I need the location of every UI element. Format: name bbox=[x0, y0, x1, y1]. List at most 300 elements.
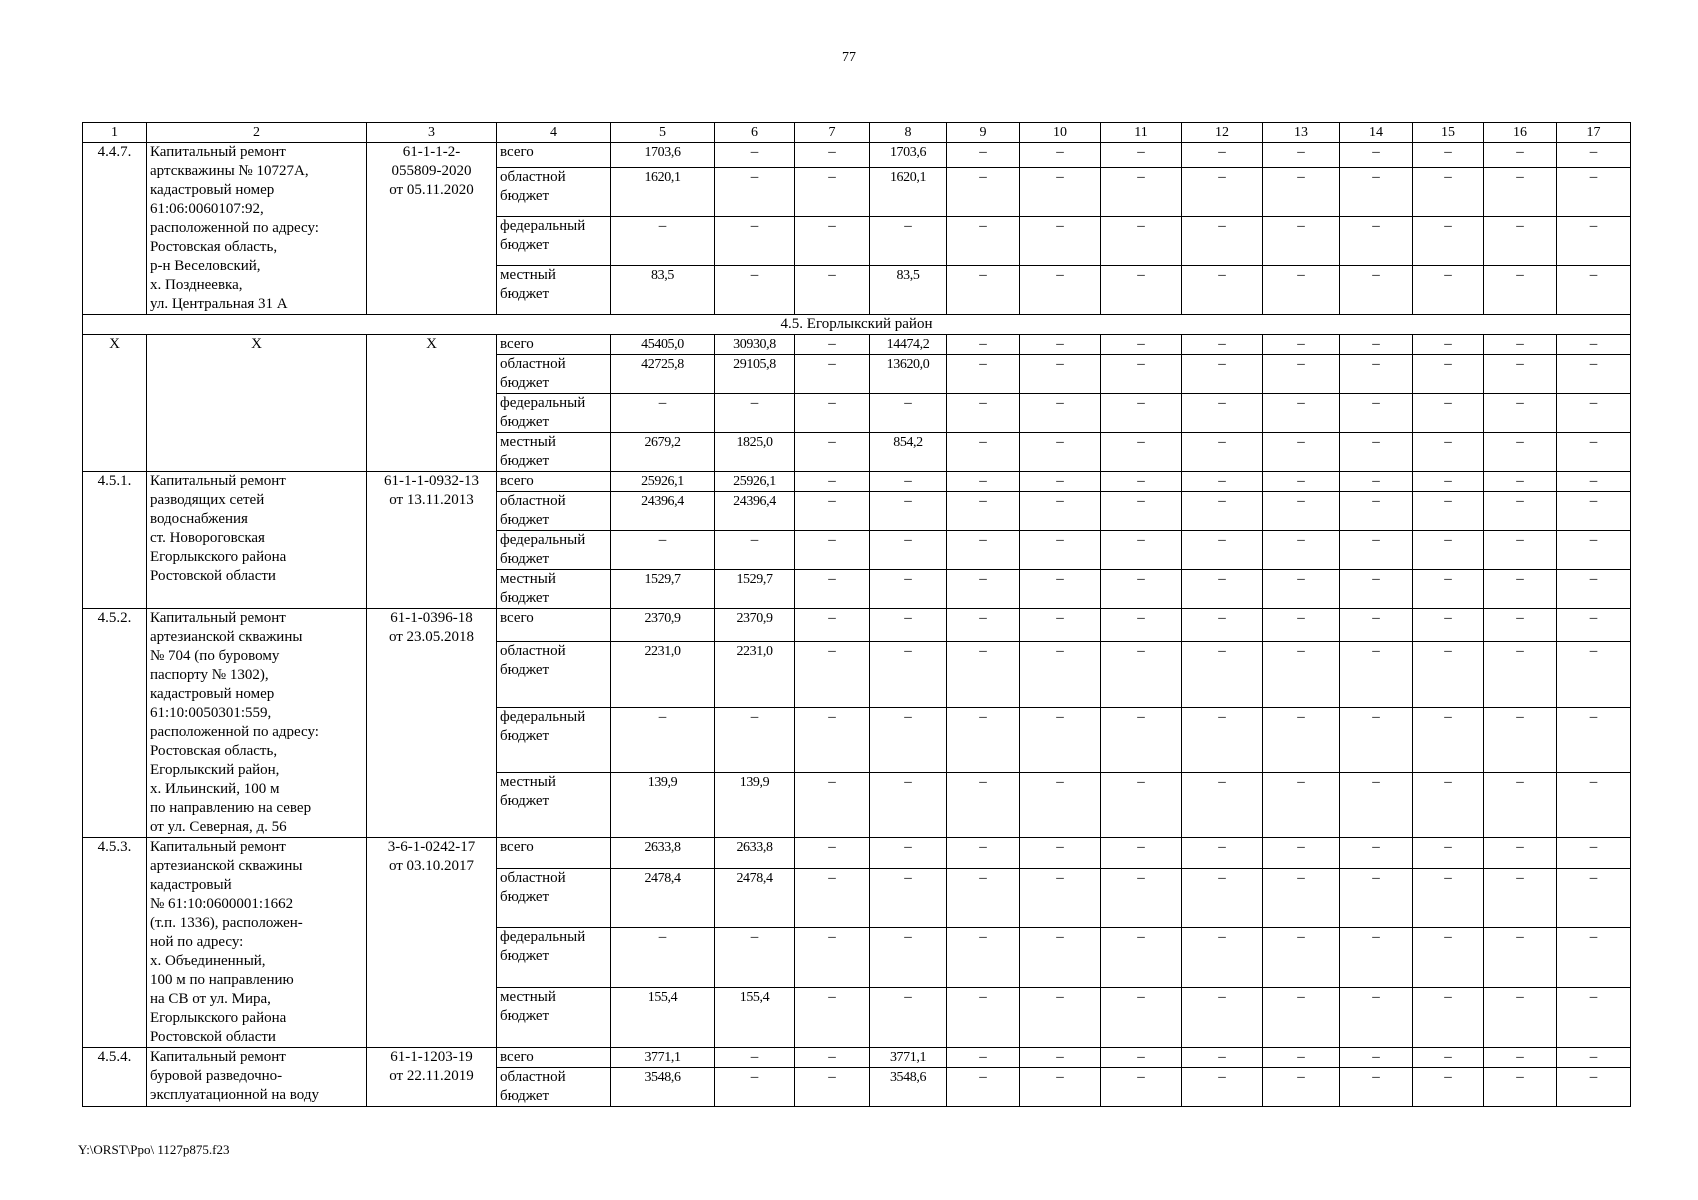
value-cell: – bbox=[947, 168, 1020, 217]
value-cell: – bbox=[1263, 355, 1340, 394]
value-cell: – bbox=[1263, 609, 1340, 642]
value-cell: – bbox=[1101, 335, 1182, 355]
value-cell: – bbox=[1557, 472, 1631, 492]
section-row bbox=[83, 315, 1631, 335]
item-number: 4.5.1. bbox=[83, 472, 147, 609]
funding-source: всего bbox=[497, 472, 611, 492]
value-cell: – bbox=[1340, 928, 1413, 988]
value-cell: – bbox=[795, 472, 870, 492]
value-cell: – bbox=[1484, 570, 1557, 609]
value-cell: – bbox=[1182, 1068, 1263, 1107]
value-cell: – bbox=[1101, 868, 1182, 928]
value-cell: – bbox=[1340, 335, 1413, 355]
budget-table-wrapper bbox=[82, 122, 1618, 1107]
value-cell: – bbox=[1263, 1048, 1340, 1068]
value-cell: – bbox=[1484, 838, 1557, 869]
value-cell: – bbox=[1557, 988, 1631, 1048]
value-cell: – bbox=[1182, 266, 1263, 315]
funding-source: областной бюджет bbox=[497, 642, 611, 707]
value-cell: – bbox=[947, 217, 1020, 266]
value-cell: 139,9 bbox=[611, 772, 715, 837]
value-cell: – bbox=[1182, 1048, 1263, 1068]
item-number: 4.5.3. bbox=[83, 838, 147, 1048]
value-cell: – bbox=[1557, 217, 1631, 266]
value-cell: – bbox=[1101, 492, 1182, 531]
value-cell: – bbox=[1413, 570, 1484, 609]
item-name: Капитальный ремонт артскважины № 10727А, кадастровый номер 61:06:0060107:92, расположенной по адресу: Ростовская область, р-н Веселовский, х. Позднеевка, ул. Центральная 31 А bbox=[147, 143, 367, 315]
value-cell: – bbox=[1340, 217, 1413, 266]
value-cell: – bbox=[1182, 707, 1263, 772]
value-cell: – bbox=[870, 772, 947, 837]
value-cell: – bbox=[947, 772, 1020, 837]
value-cell: 3771,1 bbox=[611, 1048, 715, 1068]
value-cell: – bbox=[1340, 472, 1413, 492]
value-cell: – bbox=[1557, 492, 1631, 531]
value-cell: – bbox=[1020, 609, 1101, 642]
value-cell: – bbox=[1182, 642, 1263, 707]
value-cell: – bbox=[1557, 868, 1631, 928]
column-header: 8 bbox=[870, 123, 947, 143]
value-cell: – bbox=[1020, 531, 1101, 570]
value-cell: – bbox=[1484, 266, 1557, 315]
funding-source: федеральный бюджет bbox=[497, 928, 611, 988]
table-row bbox=[83, 335, 1631, 355]
value-cell: 2633,8 bbox=[611, 838, 715, 869]
value-cell: – bbox=[1413, 1068, 1484, 1107]
table-row bbox=[83, 472, 1631, 492]
value-cell: – bbox=[1182, 168, 1263, 217]
value-cell: – bbox=[1413, 355, 1484, 394]
funding-source: областной бюджет bbox=[497, 355, 611, 394]
value-cell: – bbox=[1557, 143, 1631, 168]
value-cell: 1703,6 bbox=[611, 143, 715, 168]
value-cell: – bbox=[870, 609, 947, 642]
value-cell: – bbox=[1340, 988, 1413, 1048]
column-header: 11 bbox=[1101, 123, 1182, 143]
value-cell: 29105,8 bbox=[715, 355, 795, 394]
value-cell: – bbox=[1413, 868, 1484, 928]
value-cell: – bbox=[611, 707, 715, 772]
value-cell: – bbox=[947, 266, 1020, 315]
item-document: Х bbox=[367, 335, 497, 472]
value-cell: – bbox=[870, 472, 947, 492]
funding-source: областной бюджет bbox=[497, 1068, 611, 1107]
value-cell: 2231,0 bbox=[611, 642, 715, 707]
value-cell: – bbox=[795, 642, 870, 707]
value-cell: – bbox=[1101, 988, 1182, 1048]
value-cell: – bbox=[795, 143, 870, 168]
value-cell: 25926,1 bbox=[715, 472, 795, 492]
value-cell: – bbox=[1182, 531, 1263, 570]
value-cell: – bbox=[947, 355, 1020, 394]
value-cell: – bbox=[1413, 772, 1484, 837]
value-cell: – bbox=[1020, 868, 1101, 928]
value-cell: – bbox=[1182, 838, 1263, 869]
value-cell: – bbox=[715, 707, 795, 772]
value-cell: – bbox=[1182, 772, 1263, 837]
item-name: Капитальный ремонт буровой разведочно- эксплуатационной на воду bbox=[147, 1048, 367, 1107]
value-cell: – bbox=[947, 394, 1020, 433]
item-document: 61-1-1203-19 от 22.11.2019 bbox=[367, 1048, 497, 1107]
value-cell: – bbox=[1182, 472, 1263, 492]
value-cell: – bbox=[1413, 492, 1484, 531]
funding-source: местный бюджет bbox=[497, 772, 611, 837]
column-header: 1 bbox=[83, 123, 147, 143]
item-name: Капитальный ремонт артезианской скважины кадастровый № 61:10:0600001:1662 (т.п. 1336), расположен- ной по адресу: х. Объединенный, 100 м по направлению на СВ от ул. Мира, Егорлыкского района Ростовской области bbox=[147, 838, 367, 1048]
value-cell: – bbox=[715, 266, 795, 315]
value-cell: – bbox=[795, 1048, 870, 1068]
value-cell: 1620,1 bbox=[611, 168, 715, 217]
funding-source: федеральный бюджет bbox=[497, 394, 611, 433]
value-cell: – bbox=[1182, 335, 1263, 355]
value-cell: – bbox=[1101, 570, 1182, 609]
value-cell: – bbox=[795, 928, 870, 988]
value-cell: – bbox=[1484, 1048, 1557, 1068]
value-cell: – bbox=[795, 609, 870, 642]
value-cell: – bbox=[1557, 642, 1631, 707]
value-cell: – bbox=[1263, 707, 1340, 772]
value-cell: – bbox=[1557, 355, 1631, 394]
value-cell: – bbox=[947, 570, 1020, 609]
value-cell: – bbox=[1263, 266, 1340, 315]
value-cell: – bbox=[1484, 531, 1557, 570]
value-cell: – bbox=[611, 394, 715, 433]
value-cell: – bbox=[870, 868, 947, 928]
value-cell: – bbox=[795, 266, 870, 315]
value-cell: – bbox=[611, 217, 715, 266]
value-cell: 2478,4 bbox=[715, 868, 795, 928]
value-cell: – bbox=[1182, 928, 1263, 988]
column-header: 16 bbox=[1484, 123, 1557, 143]
value-cell: – bbox=[1263, 433, 1340, 472]
funding-source: местный бюджет bbox=[497, 570, 611, 609]
value-cell: 155,4 bbox=[611, 988, 715, 1048]
value-cell: – bbox=[1263, 335, 1340, 355]
value-cell: – bbox=[1557, 266, 1631, 315]
value-cell: – bbox=[1340, 433, 1413, 472]
header-row bbox=[83, 123, 1631, 143]
value-cell: – bbox=[715, 1068, 795, 1107]
value-cell: – bbox=[1263, 472, 1340, 492]
funding-source: областной бюджет bbox=[497, 492, 611, 531]
value-cell: – bbox=[1557, 570, 1631, 609]
value-cell: – bbox=[1340, 492, 1413, 531]
column-header: 6 bbox=[715, 123, 795, 143]
item-name: Х bbox=[147, 335, 367, 472]
value-cell: – bbox=[947, 335, 1020, 355]
value-cell: 25926,1 bbox=[611, 472, 715, 492]
value-cell: – bbox=[795, 1068, 870, 1107]
value-cell: – bbox=[1484, 143, 1557, 168]
value-cell: 24396,4 bbox=[611, 492, 715, 531]
value-cell: – bbox=[795, 868, 870, 928]
value-cell: 45405,0 bbox=[611, 335, 715, 355]
value-cell: – bbox=[795, 838, 870, 869]
funding-source: всего bbox=[497, 143, 611, 168]
value-cell: – bbox=[1484, 472, 1557, 492]
value-cell: – bbox=[1413, 707, 1484, 772]
value-cell: – bbox=[1484, 1068, 1557, 1107]
value-cell: 42725,8 bbox=[611, 355, 715, 394]
value-cell: – bbox=[1182, 217, 1263, 266]
value-cell: – bbox=[1484, 772, 1557, 837]
item-name: Капитальный ремонт артезианской скважины № 704 (по буровому паспорту № 1302), кадастровый номер 61:10:0050301:559, расположенной по адресу: Ростовская область, Егорлыкский район, х. Ильинский, 100 м по направлению на север от ул. Северная, д. 56 bbox=[147, 609, 367, 838]
value-cell: – bbox=[1182, 988, 1263, 1048]
value-cell: – bbox=[1020, 217, 1101, 266]
value-cell: – bbox=[1020, 570, 1101, 609]
column-header: 17 bbox=[1557, 123, 1631, 143]
value-cell: – bbox=[1557, 707, 1631, 772]
value-cell: – bbox=[947, 531, 1020, 570]
value-cell: – bbox=[1484, 988, 1557, 1048]
value-cell: – bbox=[1413, 1048, 1484, 1068]
value-cell: – bbox=[1340, 394, 1413, 433]
value-cell: – bbox=[1340, 868, 1413, 928]
value-cell: – bbox=[1340, 1068, 1413, 1107]
value-cell: – bbox=[1557, 772, 1631, 837]
value-cell: 2370,9 bbox=[715, 609, 795, 642]
value-cell: – bbox=[1484, 707, 1557, 772]
value-cell: – bbox=[947, 609, 1020, 642]
value-cell: – bbox=[1263, 642, 1340, 707]
value-cell: – bbox=[1413, 531, 1484, 570]
value-cell: – bbox=[947, 492, 1020, 531]
table-row bbox=[83, 1048, 1631, 1068]
value-cell: – bbox=[947, 988, 1020, 1048]
value-cell: – bbox=[1020, 472, 1101, 492]
value-cell: – bbox=[795, 168, 870, 217]
value-cell: – bbox=[1340, 168, 1413, 217]
value-cell: 139,9 bbox=[715, 772, 795, 837]
value-cell: – bbox=[1101, 433, 1182, 472]
value-cell: 2679,2 bbox=[611, 433, 715, 472]
value-cell: – bbox=[947, 143, 1020, 168]
value-cell: 13620,0 bbox=[870, 355, 947, 394]
value-cell: – bbox=[1182, 143, 1263, 168]
item-document: 61-1-1-2- 055809-2020 от 05.11.2020 bbox=[367, 143, 497, 315]
page-number: 77 bbox=[842, 50, 856, 65]
value-cell: – bbox=[1101, 838, 1182, 869]
funding-source: областной бюджет bbox=[497, 868, 611, 928]
value-cell: – bbox=[715, 217, 795, 266]
value-cell: – bbox=[1182, 355, 1263, 394]
value-cell: – bbox=[870, 928, 947, 988]
item-number: 4.5.4. bbox=[83, 1048, 147, 1107]
column-header: 12 bbox=[1182, 123, 1263, 143]
value-cell: – bbox=[1484, 168, 1557, 217]
value-cell: – bbox=[870, 394, 947, 433]
value-cell: – bbox=[947, 1068, 1020, 1107]
value-cell: – bbox=[795, 772, 870, 837]
value-cell: – bbox=[870, 988, 947, 1048]
funding-source: областной бюджет bbox=[497, 168, 611, 217]
value-cell: – bbox=[1263, 492, 1340, 531]
column-header: 4 bbox=[497, 123, 611, 143]
value-cell: – bbox=[1263, 868, 1340, 928]
value-cell: – bbox=[795, 355, 870, 394]
value-cell: – bbox=[1263, 838, 1340, 869]
item-number: Х bbox=[83, 335, 147, 472]
value-cell: – bbox=[947, 838, 1020, 869]
value-cell: – bbox=[1182, 433, 1263, 472]
section-title: 4.5. Егорлыкский район bbox=[83, 315, 1631, 335]
value-cell: – bbox=[1101, 355, 1182, 394]
table-row bbox=[83, 838, 1631, 869]
value-cell: – bbox=[870, 531, 947, 570]
value-cell: – bbox=[1484, 928, 1557, 988]
value-cell: – bbox=[1340, 838, 1413, 869]
value-cell: – bbox=[1020, 143, 1101, 168]
value-cell: – bbox=[611, 531, 715, 570]
value-cell: – bbox=[1557, 609, 1631, 642]
value-cell: – bbox=[1101, 772, 1182, 837]
value-cell: – bbox=[1263, 1068, 1340, 1107]
value-cell: – bbox=[1182, 570, 1263, 609]
value-cell: – bbox=[715, 394, 795, 433]
value-cell: – bbox=[1413, 433, 1484, 472]
item-document: 61-1-1-0932-13 от 13.11.2013 bbox=[367, 472, 497, 609]
value-cell: 2633,8 bbox=[715, 838, 795, 869]
item-document: 3-6-1-0242-17 от 03.10.2017 bbox=[367, 838, 497, 1048]
value-cell: – bbox=[1101, 1048, 1182, 1068]
value-cell: – bbox=[1340, 772, 1413, 837]
value-cell: – bbox=[1413, 988, 1484, 1048]
item-number: 4.4.7. bbox=[83, 143, 147, 315]
value-cell: – bbox=[1101, 642, 1182, 707]
value-cell: – bbox=[1182, 868, 1263, 928]
value-cell: – bbox=[1484, 355, 1557, 394]
funding-source: всего bbox=[497, 1048, 611, 1068]
value-cell: 1529,7 bbox=[715, 570, 795, 609]
value-cell: – bbox=[1020, 492, 1101, 531]
column-header: 13 bbox=[1263, 123, 1340, 143]
value-cell: – bbox=[1484, 217, 1557, 266]
value-cell: – bbox=[795, 217, 870, 266]
funding-source: федеральный бюджет bbox=[497, 707, 611, 772]
value-cell: – bbox=[1413, 642, 1484, 707]
value-cell: – bbox=[1413, 472, 1484, 492]
value-cell: – bbox=[1340, 531, 1413, 570]
value-cell: – bbox=[1101, 472, 1182, 492]
value-cell: – bbox=[947, 868, 1020, 928]
value-cell: – bbox=[1557, 838, 1631, 869]
value-cell: – bbox=[870, 217, 947, 266]
value-cell: – bbox=[1263, 168, 1340, 217]
value-cell: – bbox=[1557, 168, 1631, 217]
table-body bbox=[83, 123, 1631, 1107]
value-cell: – bbox=[1263, 531, 1340, 570]
funding-source: местный бюджет bbox=[497, 988, 611, 1048]
value-cell: – bbox=[1263, 570, 1340, 609]
value-cell: – bbox=[1020, 838, 1101, 869]
value-cell: 155,4 bbox=[715, 988, 795, 1048]
value-cell: – bbox=[947, 472, 1020, 492]
value-cell: – bbox=[1263, 988, 1340, 1048]
value-cell: – bbox=[715, 928, 795, 988]
value-cell: – bbox=[1101, 143, 1182, 168]
value-cell: – bbox=[1340, 642, 1413, 707]
value-cell: – bbox=[1263, 217, 1340, 266]
value-cell: 3548,6 bbox=[611, 1068, 715, 1107]
value-cell: – bbox=[1557, 433, 1631, 472]
value-cell: 2231,0 bbox=[715, 642, 795, 707]
column-header: 2 bbox=[147, 123, 367, 143]
funding-source: федеральный бюджет bbox=[497, 217, 611, 266]
value-cell: – bbox=[1020, 266, 1101, 315]
item-number: 4.5.2. bbox=[83, 609, 147, 838]
value-cell: – bbox=[795, 570, 870, 609]
value-cell: – bbox=[1340, 1048, 1413, 1068]
funding-source: всего bbox=[497, 335, 611, 355]
value-cell: – bbox=[1484, 609, 1557, 642]
value-cell: 1703,6 bbox=[870, 143, 947, 168]
value-cell: – bbox=[1557, 928, 1631, 988]
value-cell: – bbox=[1101, 928, 1182, 988]
column-header: 7 bbox=[795, 123, 870, 143]
value-cell: – bbox=[870, 570, 947, 609]
value-cell: – bbox=[795, 433, 870, 472]
value-cell: – bbox=[1413, 335, 1484, 355]
value-cell: – bbox=[1557, 394, 1631, 433]
value-cell: – bbox=[947, 928, 1020, 988]
funding-source: федеральный бюджет bbox=[497, 531, 611, 570]
value-cell: – bbox=[1101, 217, 1182, 266]
value-cell: – bbox=[1263, 772, 1340, 837]
table-row bbox=[83, 609, 1631, 642]
value-cell: – bbox=[947, 1048, 1020, 1068]
value-cell: – bbox=[1020, 355, 1101, 394]
value-cell: 3548,6 bbox=[870, 1068, 947, 1107]
funding-source: местный бюджет bbox=[497, 433, 611, 472]
value-cell: – bbox=[870, 492, 947, 531]
value-cell: – bbox=[1557, 1048, 1631, 1068]
value-cell: – bbox=[611, 928, 715, 988]
value-cell: – bbox=[870, 838, 947, 869]
value-cell: – bbox=[1020, 928, 1101, 988]
value-cell: – bbox=[1101, 394, 1182, 433]
value-cell: – bbox=[715, 143, 795, 168]
column-header: 10 bbox=[1020, 123, 1101, 143]
value-cell: – bbox=[795, 988, 870, 1048]
value-cell: – bbox=[1263, 928, 1340, 988]
value-cell: – bbox=[795, 707, 870, 772]
item-document: 61-1-0396-18 от 23.05.2018 bbox=[367, 609, 497, 838]
value-cell: – bbox=[1484, 868, 1557, 928]
value-cell: – bbox=[1557, 1068, 1631, 1107]
value-cell: 24396,4 bbox=[715, 492, 795, 531]
value-cell: – bbox=[1101, 707, 1182, 772]
value-cell: – bbox=[1340, 266, 1413, 315]
value-cell: – bbox=[1101, 266, 1182, 315]
value-cell: – bbox=[1020, 707, 1101, 772]
column-header: 9 bbox=[947, 123, 1020, 143]
value-cell: – bbox=[1340, 143, 1413, 168]
value-cell: – bbox=[795, 394, 870, 433]
funding-source: местный бюджет bbox=[497, 266, 611, 315]
value-cell: – bbox=[1484, 394, 1557, 433]
value-cell: – bbox=[1020, 433, 1101, 472]
value-cell: – bbox=[947, 433, 1020, 472]
column-header: 5 bbox=[611, 123, 715, 143]
value-cell: 854,2 bbox=[870, 433, 947, 472]
column-header: 3 bbox=[367, 123, 497, 143]
value-cell: – bbox=[1020, 335, 1101, 355]
value-cell: – bbox=[1101, 168, 1182, 217]
value-cell: – bbox=[1020, 1048, 1101, 1068]
value-cell: – bbox=[1484, 492, 1557, 531]
value-cell: – bbox=[1182, 394, 1263, 433]
column-header: 14 bbox=[1340, 123, 1413, 143]
